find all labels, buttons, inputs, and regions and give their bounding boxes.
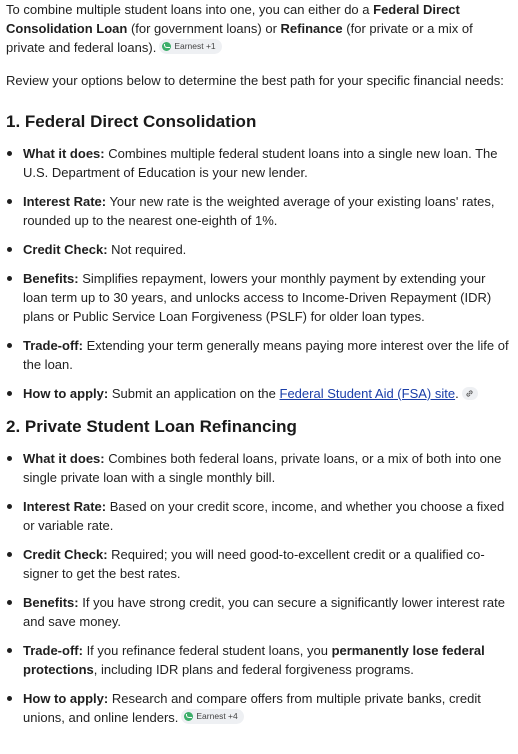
list-item bbox=[6, 192, 512, 230]
intro-text-e: (for private or a mix of private and federal loans). bbox=[6, 21, 473, 55]
item-text: Based on your credit score, income, and whether you choose a fixed or variable rate. bbox=[23, 499, 505, 533]
intro-text-c: (for government loans) or bbox=[127, 21, 281, 36]
list-item bbox=[6, 641, 512, 679]
item-text: Required; you will need good-to-excellent credit or a qualified co-signer to get the best rates. bbox=[23, 547, 485, 581]
item-text: Extending your term generally means paying more interest over the life of the loan. bbox=[23, 338, 509, 372]
intro-bold-consolidation: Federal Direct Consolidation Loan bbox=[6, 2, 460, 36]
item-label: Interest Rate: bbox=[23, 499, 107, 514]
list-item bbox=[6, 545, 512, 583]
item-text: Combines both federal loans, private loans, or a mix of both into one single private loan with a single monthly bill. bbox=[23, 451, 502, 485]
intro-text-a: To combine multiple student loans into one, you can either do a bbox=[6, 2, 374, 17]
earnest-source-icon bbox=[184, 712, 193, 721]
item-text: Simplifies repayment, lowers your monthly payment by extending your loan term up to 30 years, and unlocks access to Income-Driven Repayment (IDR) plans or Public Service Loan Forgiveness (PSLF) for older loan types. bbox=[23, 271, 492, 324]
item-text: Submit an application on the bbox=[108, 386, 280, 401]
list-item bbox=[6, 689, 512, 727]
item-text: Research and compare offers from multiple private banks, credit unions, and online lenders. bbox=[23, 691, 481, 725]
item-bold: permanently lose federal protections bbox=[23, 643, 485, 677]
source-chip-label: Earnest +1 bbox=[174, 41, 216, 51]
item-text: If you have strong credit, you can secure a significantly lower interest rate and save money. bbox=[23, 595, 505, 629]
intro-bold-refinance: Refinance bbox=[280, 21, 343, 36]
list-item bbox=[6, 240, 512, 259]
section-heading-private: 2. Private Student Loan Refinancing bbox=[6, 417, 297, 436]
item-label: How to apply: bbox=[23, 386, 109, 401]
item-label: Credit Check: bbox=[23, 547, 108, 562]
private-list bbox=[6, 449, 512, 727]
item-text: If you refinance federal student loans, you bbox=[82, 643, 332, 658]
link-icon bbox=[465, 389, 474, 398]
intro-paragraph bbox=[6, 0, 512, 57]
link-chip[interactable] bbox=[462, 387, 478, 400]
earnest-source-icon bbox=[162, 42, 171, 51]
section-heading-federal: 1. Federal Direct Consolidation bbox=[6, 112, 257, 131]
item-label: Benefits: bbox=[23, 595, 79, 610]
item-label: How to apply: bbox=[23, 691, 109, 706]
list-item bbox=[6, 449, 512, 487]
item-text-after: . bbox=[455, 386, 459, 401]
list-item bbox=[6, 144, 512, 182]
item-label: Benefits: bbox=[23, 271, 79, 286]
source-chip-intro[interactable] bbox=[159, 39, 221, 54]
review-paragraph: Review your options below to determine the best path for your specific financial needs: bbox=[6, 73, 504, 88]
list-item bbox=[6, 384, 512, 403]
item-label: Trade-off: bbox=[23, 643, 83, 658]
fsa-site-link[interactable]: Federal Student Aid (FSA) site bbox=[279, 386, 456, 401]
source-chip-apply[interactable] bbox=[181, 709, 243, 724]
item-text: Not required. bbox=[107, 242, 187, 257]
item-label: Trade-off: bbox=[23, 338, 83, 353]
source-chip-label: Earnest +4 bbox=[196, 711, 238, 721]
federal-list bbox=[6, 144, 512, 403]
item-label: Credit Check: bbox=[23, 242, 108, 257]
list-item bbox=[6, 497, 512, 535]
item-label: What it does: bbox=[23, 146, 105, 161]
list-item bbox=[6, 593, 512, 631]
item-text-after: , including IDR plans and federal forgiveness programs. bbox=[93, 662, 414, 677]
item-label: Interest Rate: bbox=[23, 194, 107, 209]
item-text: Combines multiple federal student loans into a single new loan. The U.S. Department of Education is your new lender. bbox=[23, 146, 498, 180]
item-label: What it does: bbox=[23, 451, 105, 466]
item-text: Your new rate is the weighted average of your existing loans' rates, rounded up to the nearest one-eighth of 1%. bbox=[23, 194, 495, 228]
list-item bbox=[6, 269, 512, 326]
list-item bbox=[6, 336, 512, 374]
